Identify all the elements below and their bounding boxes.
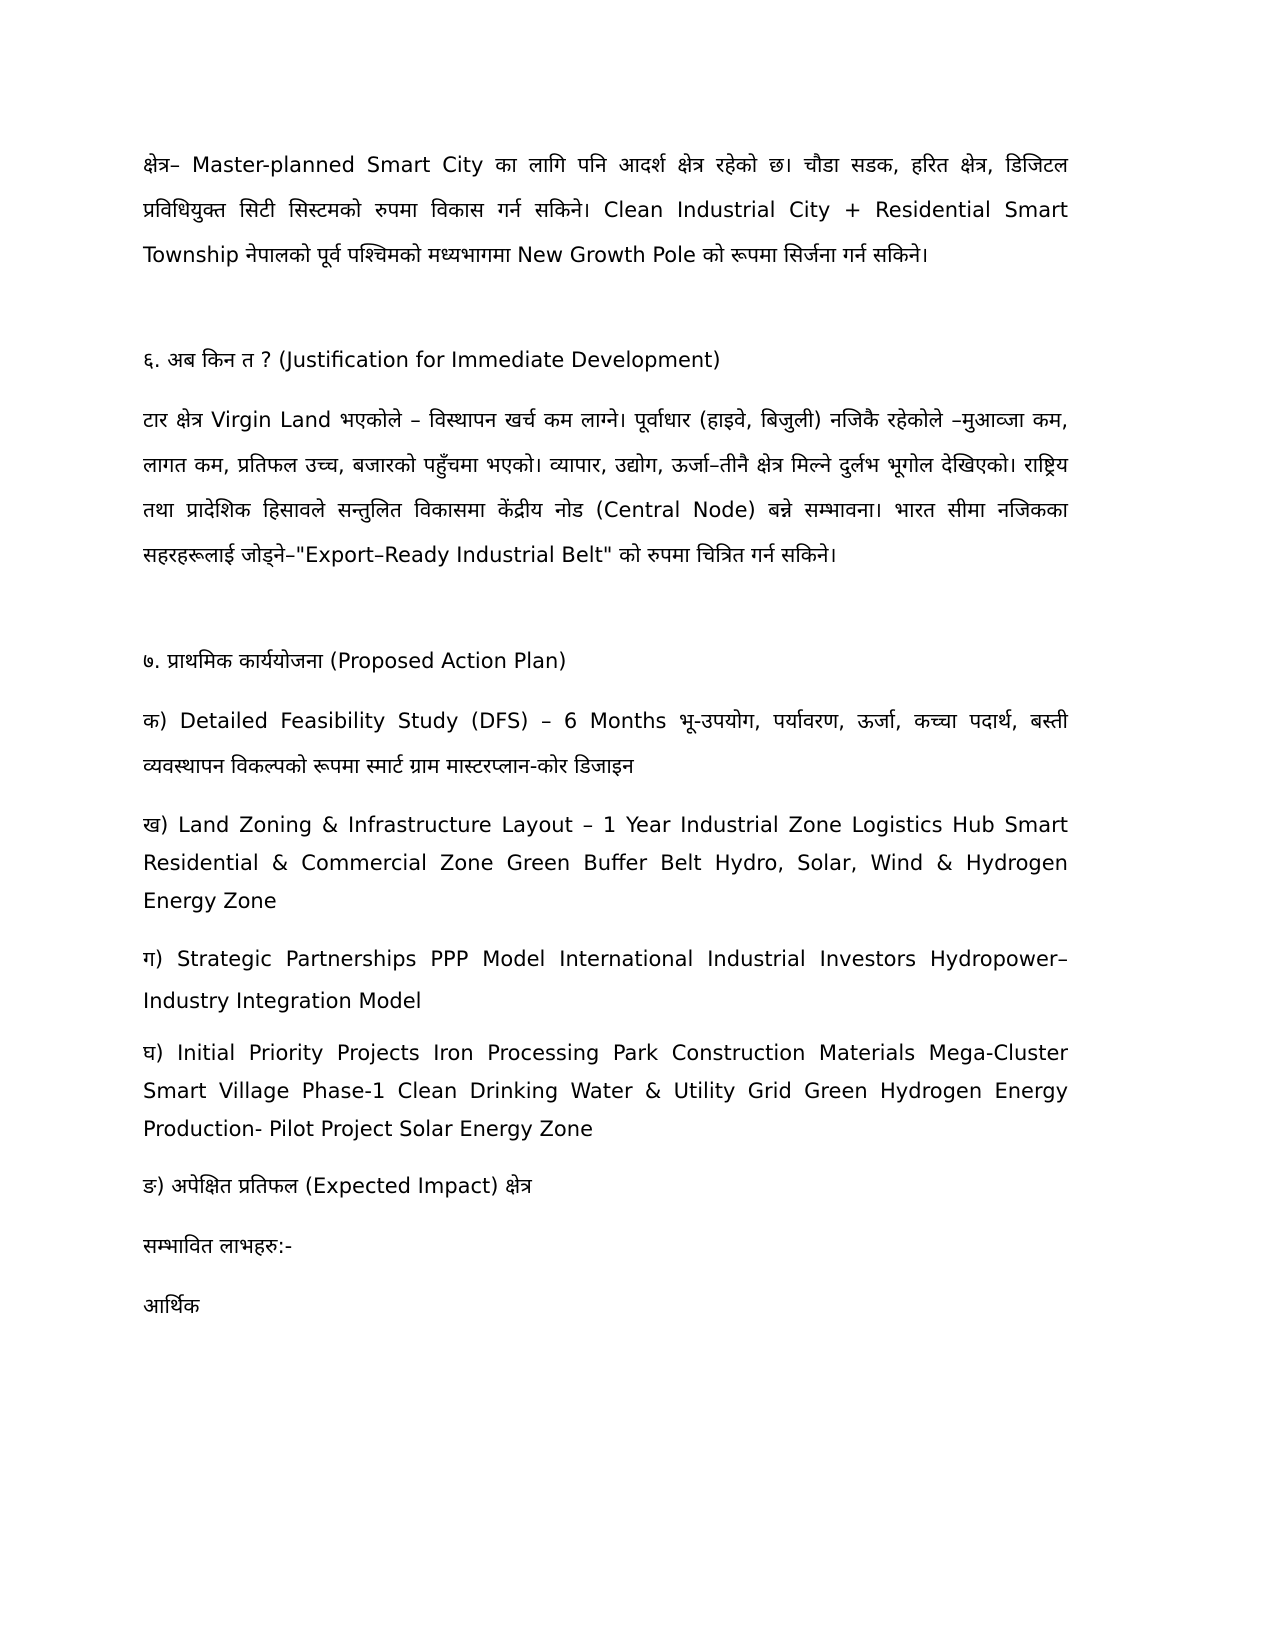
action-item-nga: ङ) अपेक्षित प्रतिफल (Expected Impact) क्षेत्र [143, 1174, 532, 1198]
action-item-ka: क) Detailed Feasibility Study (DFS) – 6 Months भू-उपयोग, पर्यावरण, ऊर्जा, कच्चा पदार्थ, बस्ती व्यवस्थापन विकल्पको रूपमा स्मार्ट ग्राम मास्टरप्लान-कोर डिजाइन [143, 709, 1068, 778]
action-item-gha: घ) Initial Priority Projects Iron Processing Park Construction Materials Mega-Cluster Smart Village Phase-1 Clean Drinking Water & Utility Grid Green Hydrogen Energy Production- Pilot Project Solar Energy Zone [143, 1041, 1068, 1141]
document-page [143, 0, 1068, 1650]
section-heading-justification: ६. अब किन त ? (Justification for Immediate Development) [143, 348, 721, 372]
benefits-label: सम्भावित लाभहरु:- [143, 1234, 293, 1258]
action-item-ga: ग) Strategic Partnerships PPP Model International Industrial Investors Hydropower– Industry Integration Model [143, 947, 1068, 1013]
section-heading-action-plan: ७. प्राथमिक कार्ययोजना (Proposed Action Plan) [143, 649, 567, 673]
paragraph-smart-city: क्षेत्र– Master-planned Smart City का लागि पनि आदर्श क्षेत्र रहेको छ। चौडा सडक, हरित क्षेत्र, डिजिटल प्रविधियुक्त सिटी सिस्टमको रुपमा विकास गर्न सकिने। Clean Industrial City + Residential Smart Township नेपालको पूर्व पश्चिमको मध्यभागमा New Growth Pole को रूपमा सिर्जना गर्न सकिने। [143, 153, 1068, 267]
economic-label: आर्थिक [143, 1294, 200, 1318]
action-item-kha: ख) Land Zoning & Infrastructure Layout – 1 Year Industrial Zone Logistics Hub Smart Residential & Commercial Zone Green Buffer Belt Hydro, Solar, Wind & Hydrogen Energy Zone [143, 813, 1068, 913]
paragraph-justification: टार क्षेत्र Virgin Land भएकोले – विस्थापन खर्च कम लाग्ने। पूर्वाधार (हाइवे, बिजुली) नजिकै रहेकोले –मुआव्जा कम, लागत कम, प्रतिफल उच्च, बजारको पहुँचमा भएको। व्यापार, उद्योग, ऊर्जा–तीनै क्षेत्र मिल्ने दुर्लभ भूगोल देखिएको। राष्ट्रिय तथा प्रादेशिक हिसावले सन्तुलित विकासमा केंद्रीय नोड (Central Node) बन्ने सम्भावना। भारत सीमा नजिकका सहरहरूलाई जोड्ने–"Export–Ready Industrial Belt" को रुपमा चित्रित गर्न सकिने। [143, 408, 1068, 567]
